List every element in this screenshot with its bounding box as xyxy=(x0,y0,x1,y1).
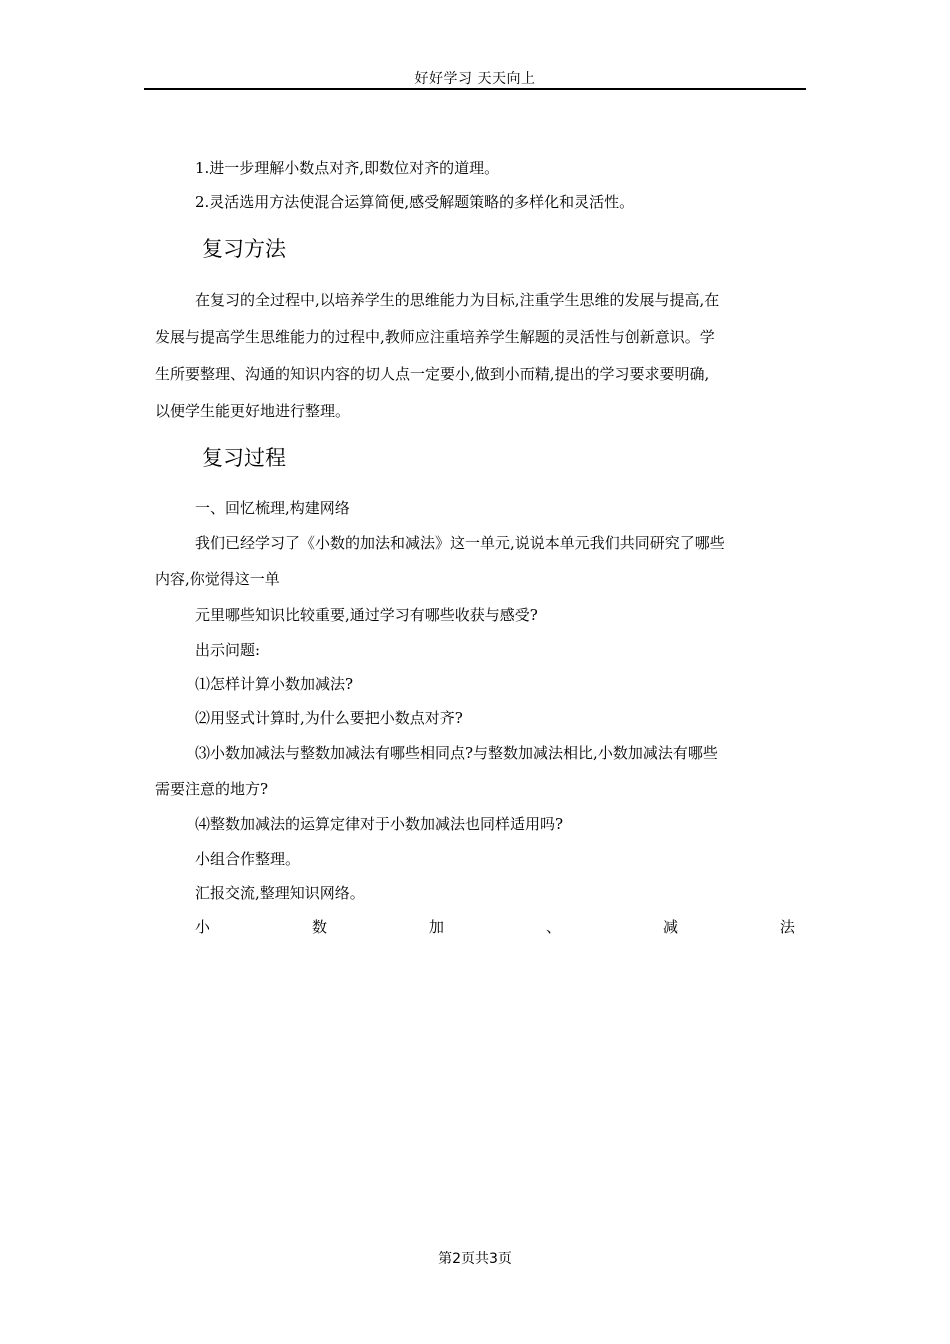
spread-char: 数 xyxy=(311,918,327,936)
header-divider xyxy=(144,88,806,90)
spread-char: 减 xyxy=(662,918,678,936)
report-line: 汇报交流,整理知识网络。 xyxy=(195,884,365,902)
process-intro-line-2: 内容,你觉得这一单 xyxy=(155,570,280,588)
section-heading-method: 复习方法 xyxy=(202,237,286,261)
question-2: ⑵用竖式计算时,为什么要把小数点对齐? xyxy=(195,709,463,727)
spread-char: 小 xyxy=(195,918,211,936)
process-intro-line-3: 元里哪些知识比较重要,通过学习有哪些收获与感受? xyxy=(195,606,538,624)
method-paragraph-line-4: 以便学生能更好地进行整理。 xyxy=(155,402,351,420)
process-intro-line-1: 我们已经学习了《小数的加法和减法》这一单元,说说本单元我们共同研究了哪些 xyxy=(195,534,725,552)
question-4: ⑷整数加减法的运算定律对于小数加减法也同样适用吗? xyxy=(195,815,564,833)
question-3-line-2: 需要注意的地方? xyxy=(155,780,269,798)
spread-char: 法 xyxy=(779,918,795,936)
goal-item-2: 2.灵活选用方法使混合运算简便,感受解题策略的多样化和灵活性。 xyxy=(195,193,635,211)
method-paragraph-line-1: 在复习的全过程中,以培养学生的思维能力为目标,注重学生思维的发展与提高,在 xyxy=(195,291,720,309)
show-questions-label: 出示问题: xyxy=(195,641,261,659)
method-paragraph-line-3: 生所要整理、沟通的知识内容的切人点一定要小,做到小而精,提出的学习要求要明确, xyxy=(155,365,710,383)
page-footer-number: 第2页共3页 xyxy=(438,1251,512,1267)
page-header-title: 好好学习 天天向上 xyxy=(414,71,536,87)
group-work-line: 小组合作整理。 xyxy=(195,850,301,868)
knowledge-network-title-spread xyxy=(195,917,795,937)
spread-char: 加 xyxy=(428,918,444,936)
spread-char: 、 xyxy=(545,918,561,936)
question-3-line-1: ⑶小数加减法与整数加减法有哪些相同点?与整数加减法相比,小数加减法有哪些 xyxy=(195,744,718,762)
section-heading-process: 复习过程 xyxy=(202,446,286,470)
process-section1-title: 一、回忆梳理,构建网络 xyxy=(195,499,350,517)
question-1: ⑴怎样计算小数加减法? xyxy=(195,675,354,693)
goal-item-1: 1.进一步理解小数点对齐,即数位对齐的道理。 xyxy=(195,159,500,177)
method-paragraph-line-2: 发展与提高学生思维能力的过程中,教师应注重培养学生解题的灵活性与创新意识。学 xyxy=(155,328,715,346)
